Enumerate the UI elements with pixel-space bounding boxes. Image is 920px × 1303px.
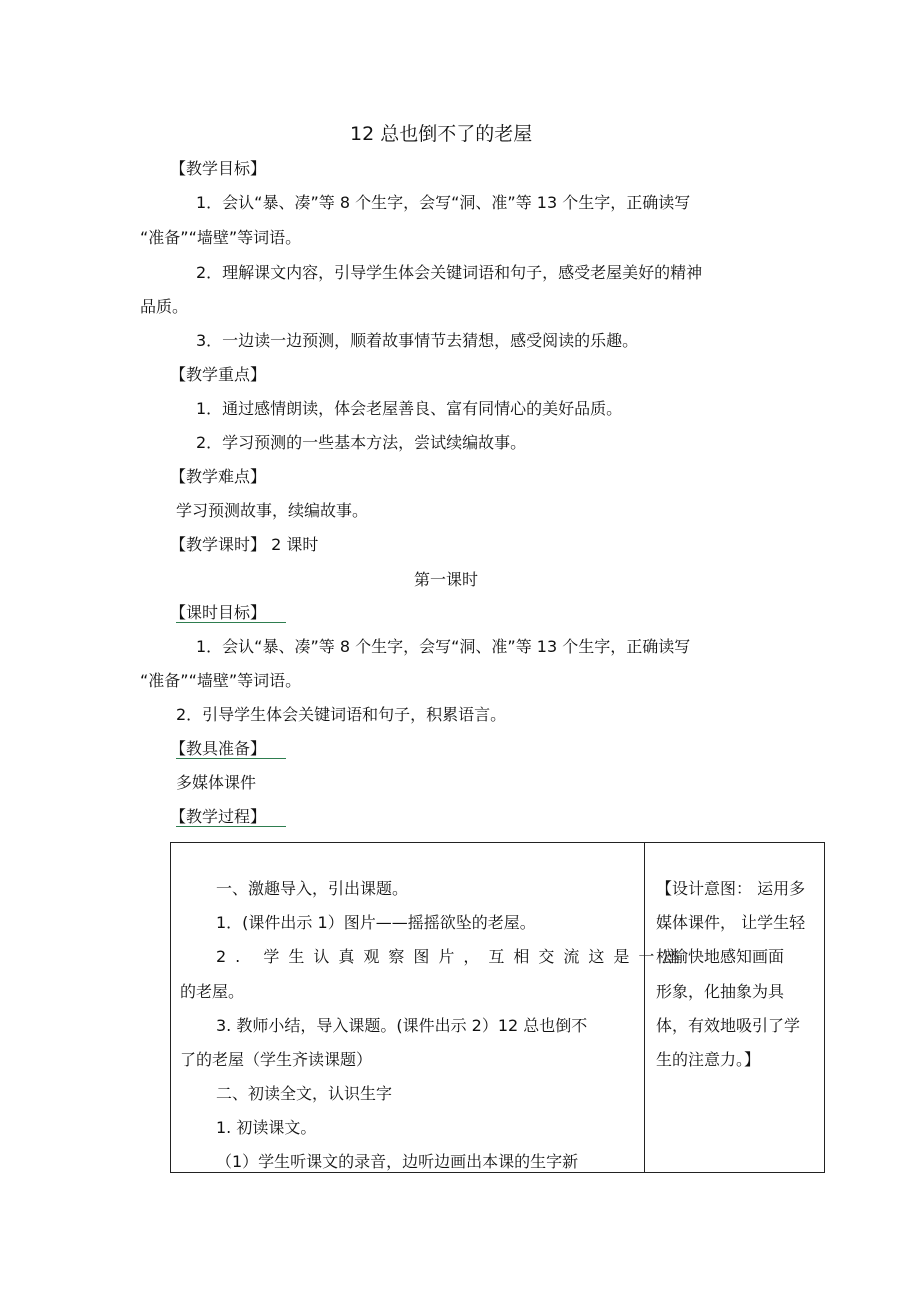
table-right-line-2: 媒体课件， 让学生轻	[656, 913, 806, 932]
key-point-2: 2．学习预测的一些基本方法，尝试续编故事。	[196, 433, 527, 452]
table-left-line-2: 1．(课件出示 1）图片——摇摇欲坠的老屋。	[216, 913, 536, 932]
table-left-line-7: 二、初读全文，认识生字	[216, 1084, 393, 1103]
table-left-line-1: 一、激趣导入，引出课题。	[216, 879, 409, 898]
page-title: 12 总也倒不了的老屋	[350, 123, 533, 145]
tools-heading: 【教具准备】	[170, 739, 267, 758]
table-right-line-1: 【设计意图： 运用多	[656, 879, 806, 898]
objective-1-line-1: 1．会认“暴、凑”等 8 个生字，会写“洞、准”等 13 个生字，正确读写	[196, 193, 691, 212]
table-right-line-4: 形象，化抽象为具	[656, 982, 785, 1001]
key-point-1: 1．通过感情朗读，体会老屋善良、富有同情心的美好品质。	[196, 399, 623, 418]
objective-2-line-1: 2．理解课文内容，引导学生体会关键词语和句子，感受老屋美好的精神	[196, 263, 703, 282]
table-column-divider	[644, 842, 645, 1173]
objective-3: 3．一边读一边预测，顺着故事情节去猜想，感受阅读的乐趣。	[196, 331, 639, 350]
table-left-line-8: 1. 初读课文。	[216, 1118, 317, 1137]
table-left-line-6: 了的老屋（学生齐读课题）	[180, 1050, 373, 1069]
process-underline	[176, 826, 286, 827]
lesson-goal-1-line-2: “准备”“墙壁”等词语。	[140, 671, 302, 690]
table-left-line-5: 3. 教师小结，导入课题。(课件出示 2）12 总也倒不	[216, 1016, 588, 1035]
lesson-hours: 【教学课时】 2 课时	[170, 535, 319, 554]
table-left-line-9: （1）学生听课文的录音，边听边画出本课的生字新	[216, 1152, 579, 1171]
objective-2-line-2: 品质。	[140, 297, 189, 316]
table-right-line-5: 体，有效地吸引了学	[656, 1016, 801, 1035]
difficulties-heading: 【教学难点】	[170, 467, 267, 486]
tools-text: 多媒体课件	[176, 773, 257, 792]
key-points-heading: 【教学重点】	[170, 365, 267, 384]
table-left-line-4: 的老屋。	[180, 982, 245, 1001]
lesson-goals-heading: 【课时目标】	[170, 603, 267, 622]
lesson-goals-underline	[176, 622, 286, 623]
table-left-line-3: 2. 学生认真观察图片，互相交流这是一座	[216, 947, 689, 966]
process-heading: 【教学过程】	[170, 807, 267, 826]
first-lesson-heading: 第一课时	[414, 570, 479, 589]
table-right-line-3: 松愉快地感知画面	[656, 947, 785, 966]
objective-1-line-2: “准备”“墙壁”等词语。	[140, 228, 302, 247]
objectives-heading: 【教学目标】	[170, 159, 267, 178]
lesson-goal-1-line-1: 1．会认“暴、凑”等 8 个生字，会写“洞、准”等 13 个生字，正确读写	[196, 637, 691, 656]
lesson-goal-2: 2．引导学生体会关键词语和句子，积累语言。	[176, 705, 507, 724]
table-right-line-6: 生的注意力。】	[656, 1050, 761, 1069]
difficulties-text: 学习预测故事，续编故事。	[176, 501, 369, 520]
tools-underline	[176, 758, 286, 759]
